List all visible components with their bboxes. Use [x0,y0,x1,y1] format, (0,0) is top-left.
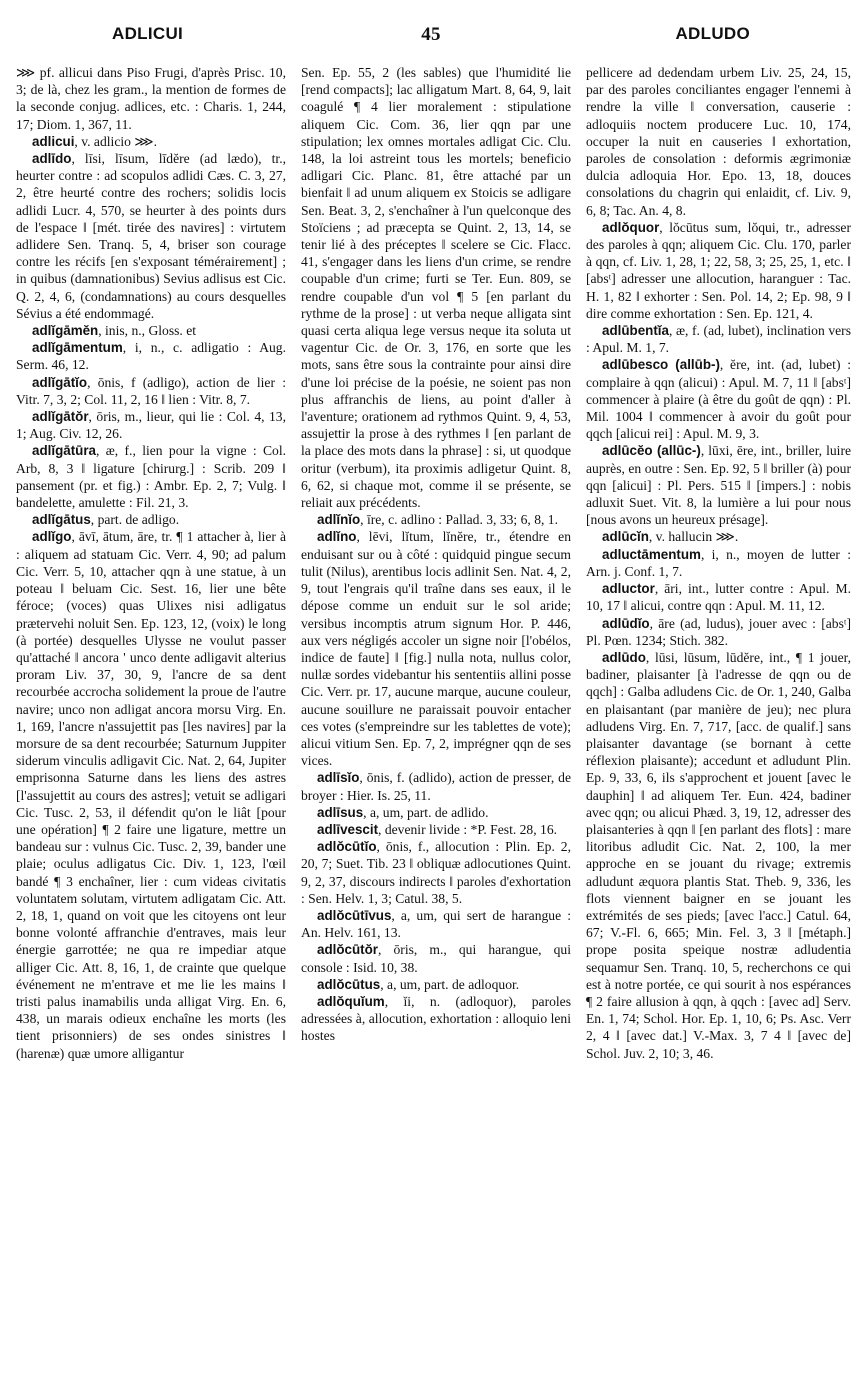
dictionary-entry: adlŏcūtŏr, ōris, m., qui harangue, qui console : Isid. 10, 38. [301,942,571,975]
dictionary-body [0,64,862,1374]
entry-headword: adlicui [32,133,75,149]
dictionary-entry: adlĭgo, āvī, ātum, āre, tr. ¶ 1 attacher à, lier à : aliquem ad statuam Cic. Verr. 4, 90; ad palum Cic. Verr. 5, 10, attacher qqn à une statue, à un poteau ‖ beluam Cic. Sest. 16, lier une bête féroce; (voces) quas Ulixes nisi adligatus prætervehi noluit Sen. Ep. 123, 12, (voix) le long (à portée) desquelles Ulysse ne voulut passer qu'attaché ‖ ancora ' unco dente adligavit alterius proram Liv. 37, 30, 9, l'ancre de sa dent recourbée accrocha solidement la proue de l'autre navire; unco non adligat ancora morsu Virg. En. 1, 169, l'ancre n'assujettit pas [les navires] par la morsure de sa dent recourbée; Saturnum Juppiter siderum vinculis adligavit Cic. Nat. 2, 64, Jupiter emprisonna Saturne dans les liens des astres [l'assujettit au cours des astres]; vetuit se adligari Cic. Tusc. 2, 53, il défendit qu'on le liât [pour une opération] ¶ 2 faire une ligature, mettre un bandeau sur : vulnus Cic. Tusc. 2, 39, bander une plaie; oculus adligatus Cic. Div. 1, 123, l'œil bandé ¶ 3 enchaîner, lier : cum videas civitatis voluntatem solutam, virtutem adligatam Cic. Att. 2, 18, 1, quand on voit que les citoyens ont leur bonne volonté affranchie d'entraves, mais leur énergie garrottée; ne qua re impediar atque alliger Cic. Att. 8, 16, 1, de crainte que quelque événement ne m'entrave et me lie les mains ‖ tristi palus inamabilis unda alligat Virg. En. 6, 438, un marais odieux enchaîne les morts (les tient prisonniers) de ses ondes sinistres ‖ (harenæ) quæ umore alligantur [16,529,286,1061]
entry-headword: adlīsĭo [317,770,360,786]
dictionary-entry: adlūcĕo (allūc-), lūxi, ēre, int., briller, luire auprès, en outre : Sen. Ep. 92, 5 ‖ briller (à) pour qqn [alicui] : Pl. Pers. 515 ‖ [impers.] : nobis adluxit Suet. Vit. 8, la lumière a lui pour nous [nous avons un heureux présage]. [586,443,851,528]
dictionary-entry: adlĭno, lēvi, lĭtum, lĭnĕre, tr., étendre en enduisant sur ou à côté : quidquid pingue secum tulit (Nilus), arentibus locis adlinit Sen. Nat. 4, 2, 9, tout l'engrais qu'il traîne dans ses eaux, il le dépose comme un enduit sur le sol aride; versibus incomptis atrum signum Hor. P. 446, aux vers négligés accoler un signe noir [l'obélos, indice de faute] ‖ [fig.] nulla nota, nullus color, nullæ sordes videbantur his sententiis allini posse Cic. Verr. pr. 17, aucune marque, aucune couleur, aucune souillure ne paraissait pouvoir entacher ces votes (s'empreindre sur les tablettes de vote); alicui vitium Sen. Ep. 7, 2, imprégner qqn de ses vices. [301,529,571,769]
entry-headword: adlĭgātūra [32,443,96,459]
dictionary-entry: adlĭgāmĕn, inis, n., Gloss. et [32,323,197,339]
dictionary-entry: adlūbesco (allūb-), ĕre, int. (ad, lubet) : complaire à qqn (alicui) : Apul. M. 7, 11 ‖ [absᵗ] commencer à plaire (à être du goût de qqn) : Pl. Mil. 1004 ‖ commencer à avoir du goût pour qqch [alicui rei] : Apul. M. 9, 3. [586,357,851,442]
dictionary-entry: adluctor, āri, int., lutter contre : Apul. M. 10, 17 ‖ alicui, contre qqn : Apul. M. 11, 12. [586,581,851,614]
entry-headword: adlīvescit [317,821,379,837]
column-middle [301,64,571,1374]
dictionary-entry: adlĭgātūra, æ, f., lien pour la vigne : Col. Arb, 8, 3 ‖ ligature [chirurg.] : Scrib. 209 ‖ pansement (pr. et fig.) : Ambr. Ep. 2, 7; Vulg. ‖ bandelette, amulette : Fil. 21, 3. [16,443,286,511]
dictionary-entry: adlĭgātŏr, ōris, m., lieur, qui lie : Col. 4, 13, 1; Aug. Civ. 12, 26. [16,409,286,442]
entry-headword: adlŏcūtĭo [317,839,377,855]
column-left [16,64,286,1374]
dictionary-entry: adlĭnĭo, īre, c. adlino : Pallad. 3, 33; 6, 8, 1. [317,512,558,528]
dictionary-entry: adlīsĭo, ōnis, f. (adlido), action de presser, de broyer : Hier. Is. 25, 11. [301,770,571,803]
entry-headword: adlūcĭn [602,529,649,545]
dictionary-entry: adlūdo, lūsi, lūsum, lūdĕre, int., ¶ 1 jouer, badiner, plaisanter [à l'adresse de qqn ou de qqch] : Galba adludens Cic. de Or. 1, 240, Galba en plaisantant (par manière de jeu); nec plura adludens Virg. En. 7, 717, [acc. de qualif.] sans plaisanter davantage (se bornant à cette réflexion plaisante); accedunt et adludunt Plin. Ep. 9, 33, 6, ils s'approchent et jouent [avec le dauphin] ‖ ad aliquem Ter. Eun. 424, badiner avec qqn; ou alicui Phæd. 3, 19, 12, adresser des plaisanteries à qqn ‖ [en parlant des flots] : mare litoribus adludit Cic. Nat. 2, 100, la mer approche en se jouant du rivage; extremis adludunt æquora plantis Stat. Theb. 9, 336, les flots viennent baigner en se jouant les extrémités de ses pieds; [avec l'acc.] Catul. 64, 67; V.-Fl. 6, 665; Min. Fel. 3, 3 ‖ [métaph.] prope posita speique nostræ adludentia sequamur Sen. Tranq. 10, 5, recherchons ce qui est à notre portée, ce qui sourit à nos espérances ¶ 2 faire allusion à qqn, à qqch : [avec ad] Serv. En. 1, 74; Schol. Hor. Ep. 1, 10, 6; Ps. Asc. Verr 2, 4 ‖ [avec dat.] V.-Max. 3, 7 4 ‖ [avec de] Schol. Juv. 2, 10; 3, 46. [586,649,851,1061]
page-number: 45 [421,24,441,45]
dictionary-entry: adlīdo, līsi, līsum, līdĕre (ad lædo), tr., heurter contre : ad scopulos adlidi Cæs. C. 3, 27, 2, être heurté contre des rochers; solidis locis adlidi Lucr. 4, 570, se heurter à des points durs de l'espace ‖ [mét. tirée des navires] : virtutem adlidere Sen. Tranq. 5, 4, briser son courage contre les récifs [en s'exposant témérairement] ; in quibus (damnationibus) Sevius adlisus est Cic. Q. 2, 4, 6, (condamnations) au cours desquelles Sévius a été endommagé. [16,151,286,321]
entry-headword: adlĭgāmentum [32,340,123,356]
column-right [586,64,851,1374]
entry-headword: adlūdo [602,649,646,665]
dictionary-entry: adlīsus, a, um, part. de adlido. [317,804,489,820]
dictionary-entry: adlūdĭo, āre (ad, ludus), jouer avec : [absᵗ] Pl. Pœn. 1234; Stich. 382. [586,615,851,648]
entry-headword: adlŏquor [602,219,660,235]
dictionary-entry: adlŏcūtĭo, ōnis, f., allocution : Plin. Ep. 2, 20, 7; Suet. Tib. 23 ‖ obliquæ adlocutiones Quint. 9, 2, 37, discours indirects ‖ paroles d'exhortation : Sen. Helv. 1, 3; Catul. 38, 5. [301,839,571,906]
dictionary-entry: adlīvescit, devenir livide : *P. Fest. 28, 16. [317,821,558,837]
dictionary-entry: adlūcĭn, v. hallucin ⋙. [602,529,739,545]
entry-headword: adlŏquĭum [317,993,385,1009]
entry-headword: adlūcĕo (allūc-) [602,443,701,459]
entry-headword: adlĭgo [32,529,72,545]
dictionary-entry: adlūbentĭa, æ, f. (ad, lubet), inclination vers : Apul. M. 1, 7. [586,323,851,356]
entry-headword: adlĭgātĭo [32,374,88,390]
entry-headword: adlĭgāmĕn [32,323,99,339]
dictionary-entry: adlŏcūtus, a, um, part. de adloquor. [317,976,520,992]
entry-headword: adlŏcūtus [317,976,381,992]
dictionary-entry: Sen. Ep. 55, 2 (les sables) que l'humidité lie [rend compacts]; lac alligatum Mart. 8, 64, 9, lait coagulé ¶ 4 lier moralement : stipulatione aliquem Cic. Com. 36, lier qqn par une stipulation; lex omnes mortales adligat Cic. Clu. 148, la loi astreint tous les mortels; beneficio adligari Cic. Planc. 81, être attaché par un bienfait ‖ ad unum aliquem ex Stoicis se adligare Sen. Beat. 3, 2, s'enchaîner à l'un quelconque des Stoïciens ; ad præcepta se Quint. 2, 13, 14, se tenir lié à des préceptes ‖ scelere se Cic. Flacc. 41, s'engager dans les liens d'un crime, se rendre coupable d'un crime; furti se Ter. Eun. 809, se rendre coupable d'un vol ¶ 5 [en parlant du rythme de la prose] : ut verba neque alligata sint quasi certa aliqua lege versus neque ita soluta ut vagentur Cic. de Or. 3, 176, en sorte que les mots, sans être sous la contrainte pour ainsi dire d'une loi précise de la poésie, ne soient pas non plus affranchis de liens, au point d'aller à l'aventure; orationem ad rythmos Quint. 9, 4, 53, assujettir la prose à des rythmes ‖ [en parlant de la place des mots dans la phrase] : si, ut quodque oritur (verbum), ita proximis adligetur Quint. 8, 6, 62, si chaque mot, comme il se présente, se reliait aux précédents. [301,65,571,511]
entry-headword: adluctāmentum [602,546,701,562]
dictionary-entry: adlĭgātĭo, ōnis, f (adligo), action de lier : Vitr. 7, 3, 2; Col. 11, 2, 16 ‖ lien : Vitr. 8, 7. [16,374,286,407]
entry-headword: adlĭgātŏr [32,409,89,425]
entry-headword: adlŏcūtŏr [317,942,379,958]
running-head-right: ADLUDO [675,24,750,43]
entry-headword: adlūbesco (allūb-) [602,357,720,373]
dictionary-entry: ⋙ pf. allicui dans Piso Frugi, d'après Prisc. 10, 3; de là, chez les gram., la mention de formes de la seconde conjug. adlices, etc. : Charis. 1, 244, 17; Diom. 1, 367, 11. [16,65,286,132]
dictionary-entry: adlĭgāmentum, i, n., c. adligatio : Aug. Serm. 46, 12. [16,340,286,373]
entry-headword: adlīdo [32,151,72,167]
dictionary-entry: adluctāmentum, i, n., moyen de lutter : Arn. j. Conf. 1, 7. [586,546,851,579]
entry-headword: adlĭgātus [32,512,91,528]
entry-headword: adlŏcūtīvus [317,907,392,923]
entry-headword: adlūbentĭa [602,323,669,339]
entry-headword: adlīsus [317,804,364,820]
entry-headword: adlĭnĭo [317,512,361,528]
dictionary-entry: adlĭgātus, part. de adligo. [32,512,180,528]
dictionary-entry: pellicere ad dedendam urbem Liv. 25, 24, 15, par des paroles conciliantes engager l'ennemi à rendre la ville ‖ conversation, causerie : adloquiis noctem producere Luc. 10, 174, occuper la nuit en causeries ‖ exhortation, paroles de consolation : deformis ægrimoniæ dulcia adloquia Hor. Epo. 13, 18, douces consolations du chagrin qui enlaidit, cf. Liv. 9, 6, 8; Tac. An. 4, 8. [586,65,851,218]
entry-headword: adluctor [602,581,655,597]
running-head-left: ADLICUI [112,24,184,43]
entry-headword: adlĭno [317,529,357,545]
page-header [0,24,862,54]
dictionary-entry: adlicui, v. adlicio ⋙. [32,133,158,149]
entry-headword: adlūdĭo [602,615,650,631]
dictionary-entry: adlŏcūtīvus, a, um, qui sert de harangue : An. Helv. 161, 13. [301,907,571,941]
dictionary-entry: adlŏquĭum, ĭi, n. (adloquor), paroles adressées à, allocution, exhortation : alloquio leni hostes [301,993,571,1044]
dictionary-entry: adlŏquor, lŏcūtus sum, lŏqui, tr., adresser des paroles à qqn; aliquem Cic. Clu. 170, parler à qqn, cf. Liv. 1, 28, 1; 22, 58, 3; 25, 25, 1, etc. ‖ [absᵗ] adresser une allocution, haranguer : Tac. H. 1, 82 ‖ exhorter : Sen. Pol. 14, 2; Ep. 98, 9 ‖ dire comme exhortation : Sen. Ep. 121, 4. [586,219,851,321]
